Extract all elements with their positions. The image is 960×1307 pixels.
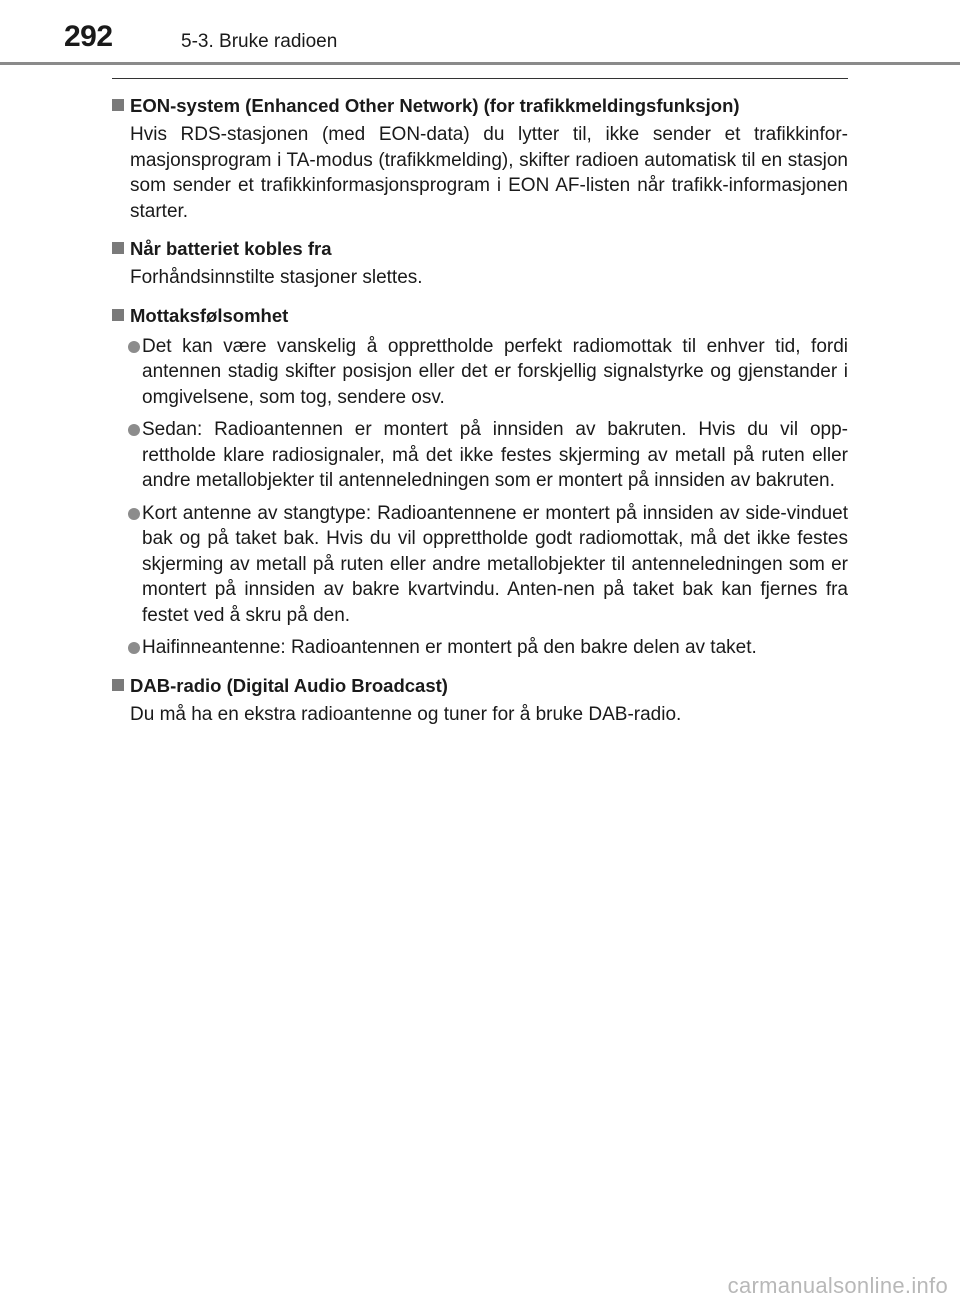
bullet-list (112, 334, 848, 661)
square-bullet-icon (112, 309, 124, 321)
section-body: Hvis RDS-stasjonen (med EON-data) du lytter til, ikke sender et trafikkinfor-masjonsprogram i TA-modus (trafikkmelding), skifter radioen automatisk til en stasjon som sender et trafikkinformasjonsprogram i EON AF-listen når trafikk-informasjonen starter. (130, 124, 848, 222)
list-item-text: Kort antenne av stangtype: Radioantennene er montert på innsiden av side-vinduet bak og på taket bak. Hvis du vil opprettholde godt radiomottak, må det ikke festes skjerming av metall på ruten eller andre metallobjekter til antenneledningen som er montert på innsiden av bakre kvartvindu. Anten-nen på taket bak kan fjernes fra festet ved å skru på den. (142, 502, 848, 626)
header-divider (0, 62, 960, 65)
section-body: Du må ha en ekstra radioantenne og tuner for å bruke DAB-radio. (130, 703, 682, 725)
list-item-text: Det kan være vanskelig å opprettholde perfekt radiomottak til enhver tid, fordi antennen stadig skifter posisjon eller det er forskjellig signalstyrke og gjenstander i omgivelsene, som tog, sendere osv. (142, 335, 848, 408)
list-item-text: Haifinneantenne: Radioantennen er montert på den bakre delen av taket. (142, 637, 757, 658)
section-reception-sensitivity (112, 303, 848, 661)
list-item-text: Sedan: Radioantennen er montert på innsiden av bakruten. Hvis du vil opp-rettholde klare radiosignaler, må det ikke festes skjerming av metall på ruten eller andre metallobjekter til antenneledningen som er montert på innsiden av bakruten. (142, 419, 848, 491)
section-eon-system (112, 93, 848, 224)
section-heading-text: Når batteriet kobles fra (130, 238, 332, 259)
page-header (0, 0, 960, 62)
square-bullet-icon (112, 242, 124, 254)
list-item (112, 417, 848, 494)
circle-bullet-icon (128, 341, 140, 353)
page-content (112, 78, 848, 727)
page-number: 292 (64, 20, 113, 53)
list-item (112, 334, 848, 411)
section-heading (112, 236, 848, 262)
section-heading-text: EON-system (Enhanced Other Network) (for trafikkmeldingsfunksjon) (130, 95, 740, 116)
list-item (112, 635, 848, 661)
circle-bullet-icon (128, 508, 140, 520)
section-heading-text: Mottaksfølsomhet (130, 304, 289, 326)
section-heading-text: DAB-radio (Digital Audio Broadcast) (130, 674, 448, 696)
circle-bullet-icon (128, 642, 140, 654)
section-heading (112, 93, 848, 119)
section-battery-disconnect (112, 236, 848, 291)
circle-bullet-icon (128, 424, 140, 436)
watermark: carmanualsonline.info (727, 1273, 948, 1298)
list-item (112, 501, 848, 629)
section-body: Forhåndsinnstilte stasjoner slettes. (130, 267, 423, 288)
section-heading (112, 673, 848, 699)
section-heading (112, 303, 848, 329)
square-bullet-icon (112, 679, 124, 691)
section-dab-radio (112, 673, 848, 728)
chapter-title: 5-3. Bruke radioen (181, 31, 338, 52)
square-bullet-icon (112, 99, 124, 111)
